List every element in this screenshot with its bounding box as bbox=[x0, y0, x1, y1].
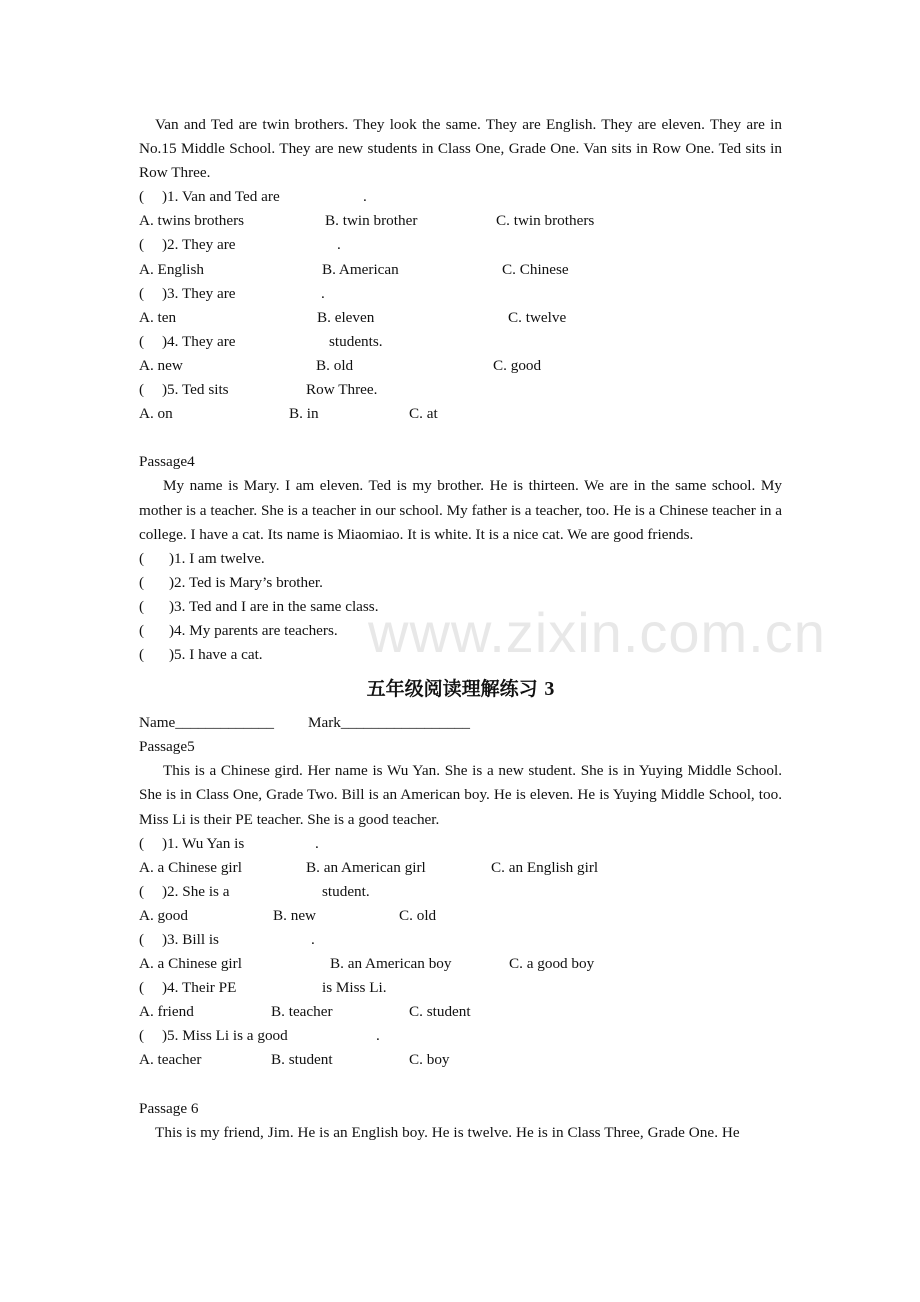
passage6-text: This is my friend, Jim. He is an English boy. He is twelve. He is in Class Three, Grade One. He bbox=[155, 1123, 740, 1141]
statement-text: )2. Ted is Mary’s brother. bbox=[169, 573, 323, 591]
option-a: A. on bbox=[139, 405, 173, 423]
option-b: B. new bbox=[273, 906, 317, 924]
answer-paren: ( bbox=[139, 646, 145, 664]
options-row bbox=[139, 354, 782, 378]
question-text-end: . bbox=[315, 834, 319, 852]
statement bbox=[139, 547, 782, 571]
option-c: C. good bbox=[493, 356, 542, 374]
option-b: B. an American boy bbox=[330, 955, 452, 973]
question-text: )2. She is a bbox=[162, 882, 230, 900]
option-b: B. twin brother bbox=[325, 212, 418, 230]
option-b: B. teacher bbox=[271, 1003, 333, 1021]
option-c: C. an English girl bbox=[491, 858, 599, 876]
question bbox=[139, 1024, 782, 1048]
answer-paren: ( bbox=[139, 931, 145, 948]
question-text: )1. Wu Yan is bbox=[162, 834, 245, 852]
section-number: 3 bbox=[544, 678, 555, 701]
passage3-text: Van and Ted are twin brothers. They look the same. They are English. They are eleven. They are in No.15 Middle School. They are new students in Class One, Grade One. Van sits in Row One. Ted sits in Row Three. bbox=[139, 116, 782, 182]
passage-label: Passage 6 bbox=[139, 1099, 199, 1117]
section-title-text: 五年级阅读理解练习 bbox=[366, 678, 538, 701]
option-c: C. twin brothers bbox=[496, 212, 595, 230]
question-text-end: student. bbox=[322, 882, 370, 900]
question-text-end: Row Three. bbox=[306, 381, 378, 399]
question bbox=[139, 880, 782, 904]
question-text-end: is Miss Li. bbox=[322, 979, 387, 997]
option-c: C. twelve bbox=[508, 308, 567, 326]
mark-field-label: Mark_________________ bbox=[308, 714, 470, 732]
options-row bbox=[139, 258, 782, 282]
option-a: A. good bbox=[139, 906, 188, 924]
option-a: A. a Chinese girl bbox=[139, 858, 242, 876]
question bbox=[139, 832, 782, 856]
option-b: B. an American girl bbox=[306, 858, 426, 876]
answer-paren: ( bbox=[139, 882, 145, 900]
answer-paren: ( bbox=[139, 236, 145, 254]
statement-text: )4. My parents are teachers. bbox=[169, 621, 338, 639]
watermark: www.zixin.com.cn bbox=[368, 601, 826, 664]
option-c: C. Chinese bbox=[502, 260, 569, 278]
option-c: C. at bbox=[409, 405, 438, 423]
option-b: B. American bbox=[322, 260, 399, 278]
option-c: C. old bbox=[399, 906, 437, 924]
option-a: A. new bbox=[139, 356, 183, 374]
option-c: C. student bbox=[409, 1003, 471, 1021]
option-c: C. a good boy bbox=[509, 955, 595, 973]
question-text-end: students. bbox=[329, 332, 383, 350]
worksheet-page bbox=[139, 113, 782, 1145]
question-text-end: . bbox=[376, 1027, 380, 1045]
options-row bbox=[139, 209, 782, 233]
option-a: A. friend bbox=[139, 1003, 194, 1021]
question bbox=[139, 378, 782, 402]
options-row bbox=[139, 1000, 782, 1024]
question-text: )2. They are bbox=[162, 236, 236, 254]
question-text-end: . bbox=[311, 931, 315, 948]
answer-paren: ( bbox=[139, 1027, 145, 1045]
options-row bbox=[139, 1048, 782, 1072]
answer-paren: ( bbox=[139, 621, 145, 639]
passage-label: Passage5 bbox=[139, 738, 195, 756]
statement bbox=[139, 643, 782, 667]
question bbox=[139, 976, 782, 1000]
options-row bbox=[139, 402, 782, 426]
answer-paren: ( bbox=[139, 834, 145, 852]
statement bbox=[139, 619, 782, 643]
option-a: A. teacher bbox=[139, 1051, 202, 1069]
answer-paren: ( bbox=[139, 284, 145, 302]
question-text: )3. They are bbox=[162, 284, 236, 302]
option-b: B. eleven bbox=[317, 308, 375, 326]
statement-text: )5. I have a cat. bbox=[169, 646, 263, 664]
question bbox=[139, 928, 782, 952]
statement-text: )3. Ted and I are in the same class. bbox=[169, 597, 379, 615]
question-text: )5. Miss Li is a good bbox=[162, 1027, 288, 1045]
question-text-end: . bbox=[363, 188, 367, 206]
answer-paren: ( bbox=[139, 381, 145, 399]
name-field-label: Name_____________ bbox=[139, 714, 274, 732]
answer-paren: ( bbox=[139, 597, 145, 615]
option-a: A. English bbox=[139, 260, 204, 278]
question-text: )1. Van and Ted are bbox=[162, 188, 280, 206]
statement bbox=[139, 571, 782, 595]
question-text: )5. Ted sits bbox=[162, 381, 229, 399]
option-b: B. old bbox=[316, 356, 354, 374]
passage5-text: This is a Chinese gird. Her name is Wu Yan. She is a new student. She is in Yuying Middle School. She is in Class One, Grade Two. Bill is an American boy. He is eleven. He is Yuying Middle School, too. Miss Li is their PE teacher. She is a good teacher. bbox=[139, 762, 782, 828]
answer-paren: ( bbox=[139, 549, 145, 567]
question-text: )3. Bill is bbox=[162, 931, 219, 948]
options-row bbox=[139, 952, 782, 976]
question bbox=[139, 282, 782, 306]
option-a: A. a Chinese girl bbox=[139, 955, 242, 973]
question-text-end: . bbox=[337, 236, 341, 254]
question bbox=[139, 330, 782, 354]
answer-paren: ( bbox=[139, 573, 145, 591]
options-row bbox=[139, 856, 782, 880]
option-a: A. twins brothers bbox=[139, 212, 245, 230]
option-b: B. in bbox=[289, 405, 319, 423]
statement bbox=[139, 595, 782, 619]
question-text: )4. Their PE bbox=[162, 979, 237, 997]
option-c: C. boy bbox=[409, 1051, 450, 1069]
option-b: B. student bbox=[271, 1051, 333, 1069]
section-title bbox=[139, 667, 782, 711]
options-row bbox=[139, 306, 782, 330]
statement-text: )1. I am twelve. bbox=[169, 549, 265, 567]
answer-paren: ( bbox=[139, 188, 145, 206]
passage-label: Passage4 bbox=[139, 453, 195, 471]
question bbox=[139, 233, 782, 257]
option-a: A. ten bbox=[139, 308, 177, 326]
name-mark-row bbox=[139, 711, 782, 735]
answer-paren: ( bbox=[139, 332, 145, 350]
passage4-text: My name is Mary. I am eleven. Ted is my brother. He is thirteen. We are in the same school. My mother is a teacher. She is a teacher in our school. My father is a teacher, too. He is a Chinese teacher in a college. I have a cat. Its name is Miaomiao. It is white. It is a nice cat. We are good friends. bbox=[139, 477, 782, 543]
question bbox=[139, 185, 782, 209]
question-text-end: . bbox=[321, 284, 325, 302]
options-row bbox=[139, 904, 782, 928]
question-text: )4. They are bbox=[162, 332, 236, 350]
answer-paren: ( bbox=[139, 979, 145, 997]
